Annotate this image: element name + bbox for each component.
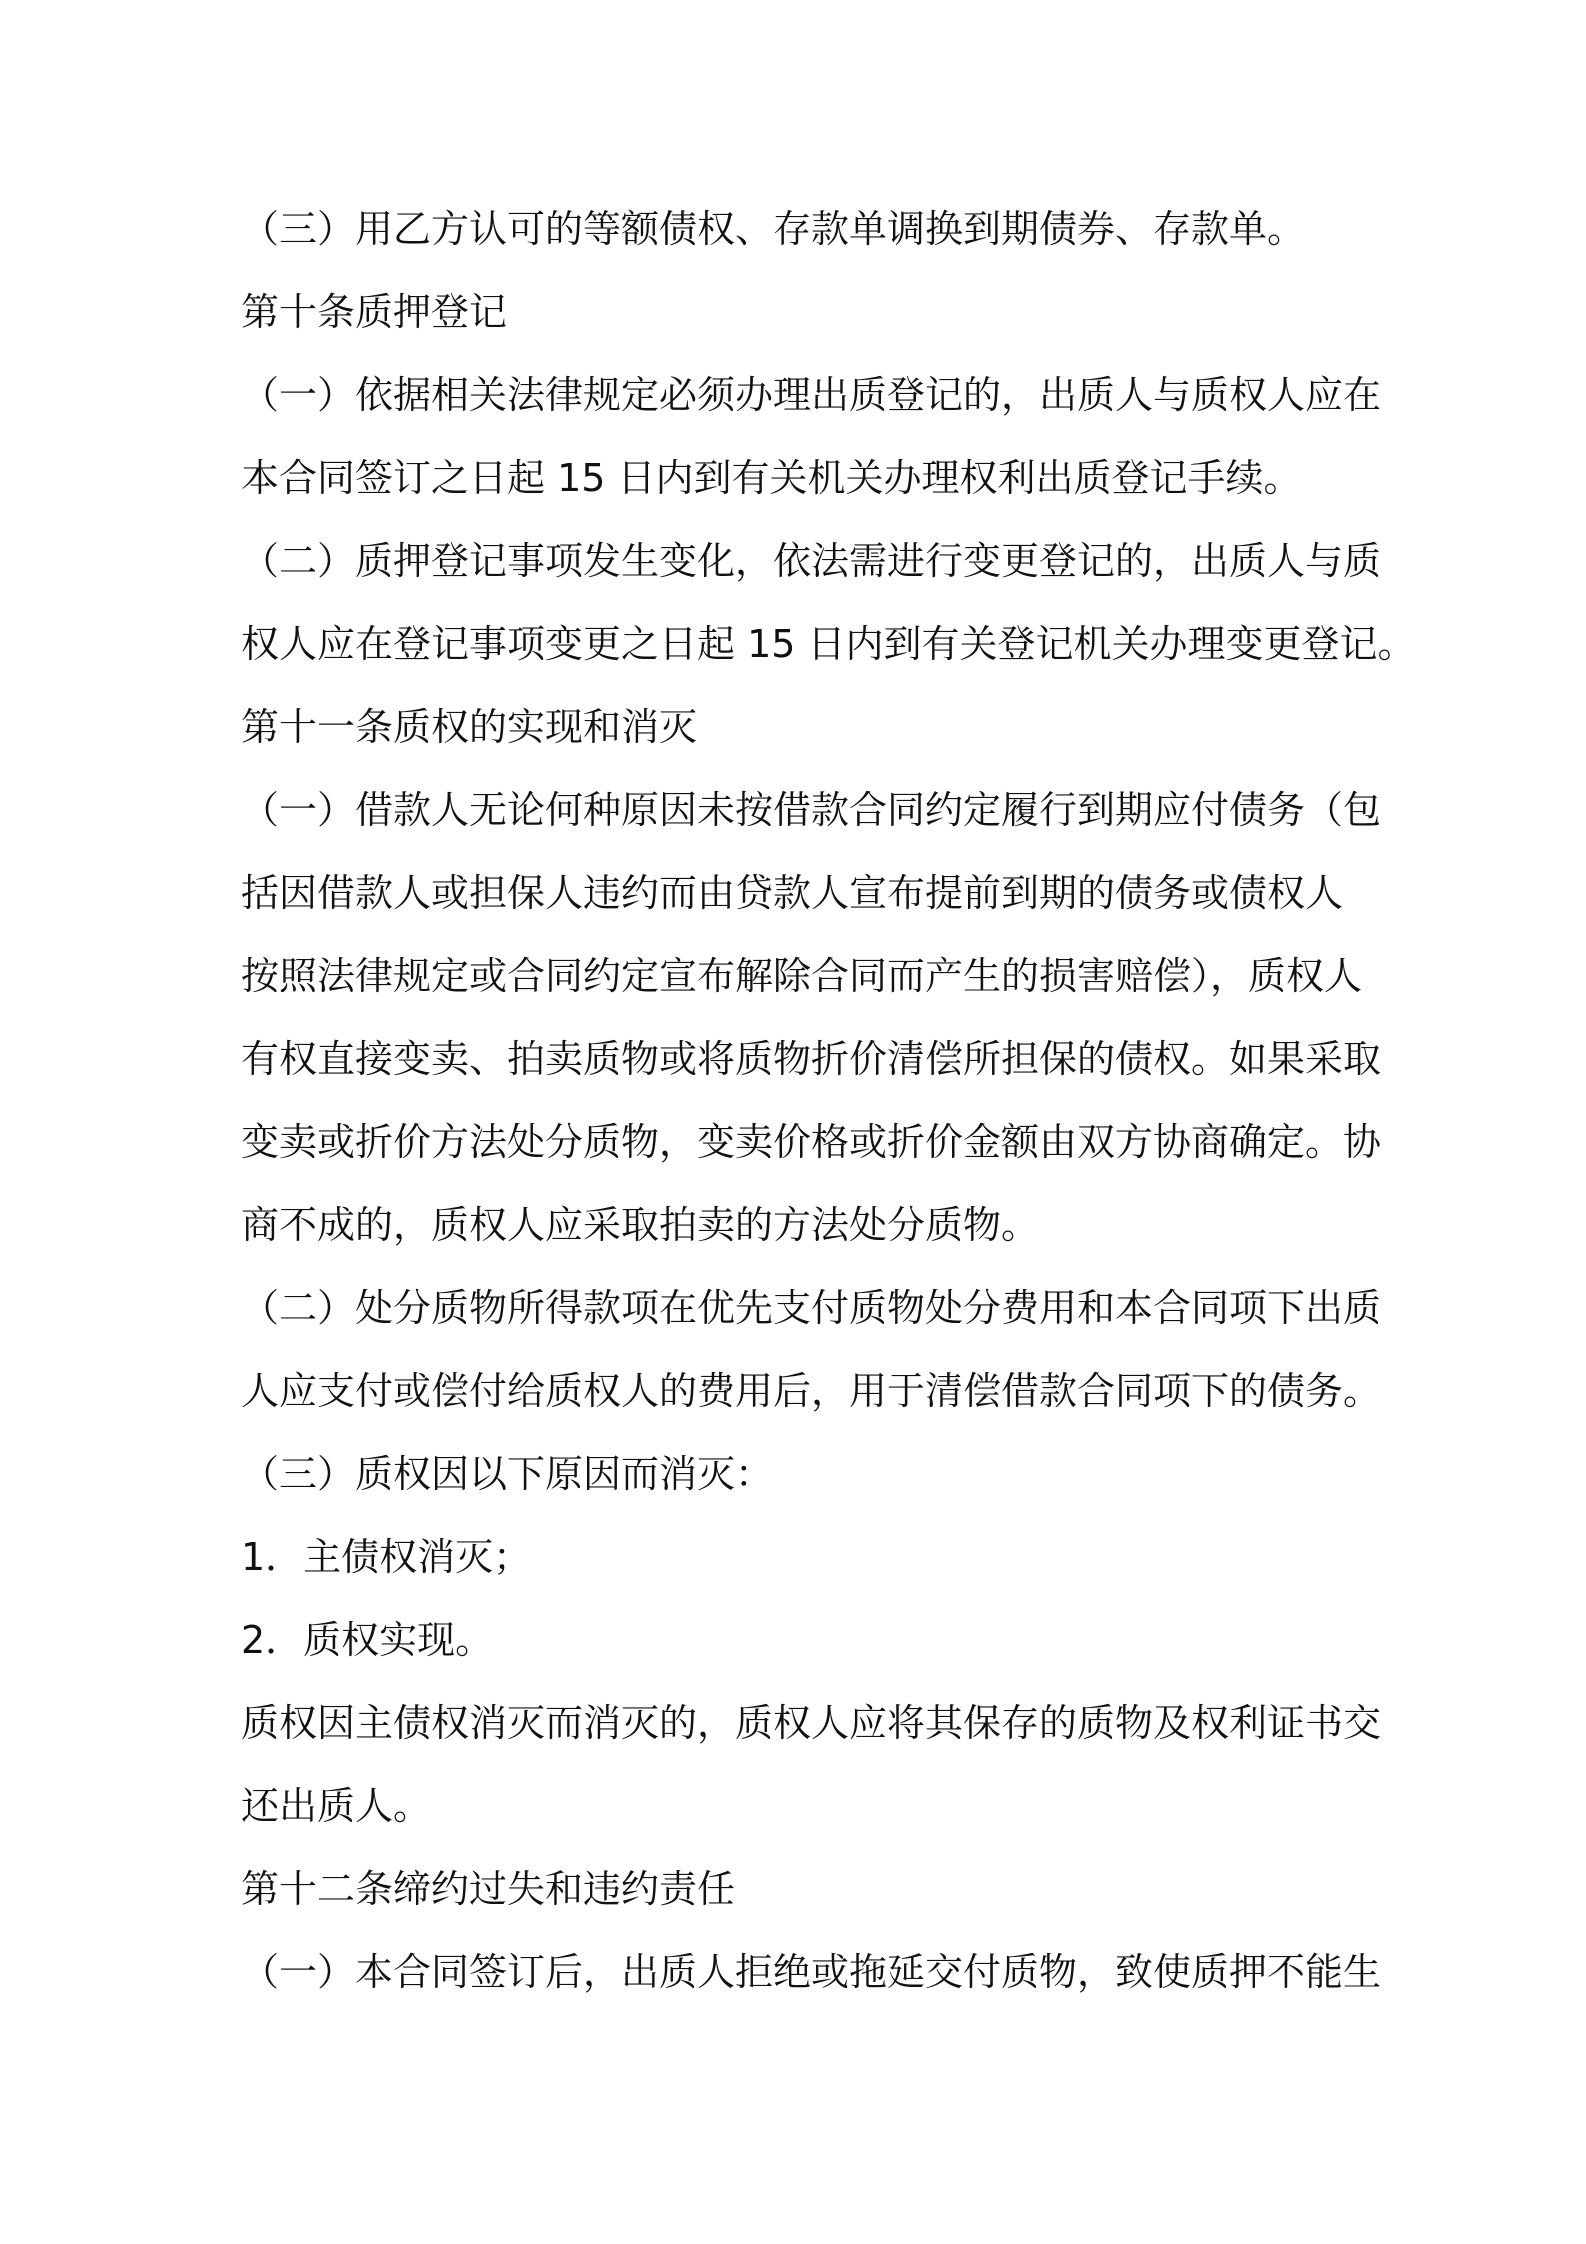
paragraph-line: （三）质权因以下原因而消灭： <box>241 1452 774 1496</box>
paragraph-line: （二）质押登记事项发生变化，依法需进行变更登记的，出质人与质 <box>241 539 1382 583</box>
list-item: 1．主债权消灭； <box>241 1535 532 1579</box>
paragraph-line: （一）借款人无论何种原因未按借款合同约定履行到期应付债务（包 <box>241 788 1382 832</box>
paragraph-line: 本合同签订之日起 15 日内到有关机关办理权利出质登记手续。 <box>241 456 1302 500</box>
paragraph-line: 权人应在登记事项变更之日起 15 日内到有关登记机关办理变更登记。 <box>241 622 1416 666</box>
section-heading: 第十二条缔约过失和违约责任 <box>241 1867 736 1911</box>
section-heading: 第十条质押登记 <box>241 290 508 334</box>
paragraph-line: 还出质人。 <box>241 1784 432 1828</box>
paragraph-line: 括因借款人或担保人违约而由贷款人宣布提前到期的债务或债权人 <box>241 871 1344 915</box>
paragraph-line: 按照法律规定或合同约定宣布解除合同而产生的损害赔偿），质权人 <box>241 954 1363 998</box>
paragraph-line: 商不成的，质权人应采取拍卖的方法处分质物。 <box>241 1203 1040 1247</box>
paragraph-line: （一）依据相关法律规定必须办理出质登记的，出质人与质权人应在 <box>241 373 1382 417</box>
section-heading: 第十一条质权的实现和消灭 <box>241 705 698 749</box>
paragraph-line: 变卖或折价方法处分质物，变卖价格或折价金额由双方协商确定。协 <box>241 1120 1382 1164</box>
paragraph-line: 人应支付或偿付给质权人的费用后，用于清偿借款合同项下的债务。 <box>241 1369 1382 1413</box>
paragraph-line: 有权直接变卖、拍卖质物或将质物折价清偿所担保的债权。如果采取 <box>241 1037 1382 1081</box>
paragraph-line: （三）用乙方认可的等额债权、存款单调换到期债券、存款单。 <box>241 207 1306 251</box>
paragraph-line: 质权因主债权消灭而消灭的，质权人应将其保存的质物及权利证书交 <box>241 1701 1382 1745</box>
list-item: 2．质权实现。 <box>241 1618 494 1662</box>
paragraph-line: （二）处分质物所得款项在优先支付质物处分费用和本合同项下出质 <box>241 1286 1382 1330</box>
paragraph-line: （一）本合同签订后，出质人拒绝或拖延交付质物，致使质押不能生 <box>241 1950 1382 1994</box>
